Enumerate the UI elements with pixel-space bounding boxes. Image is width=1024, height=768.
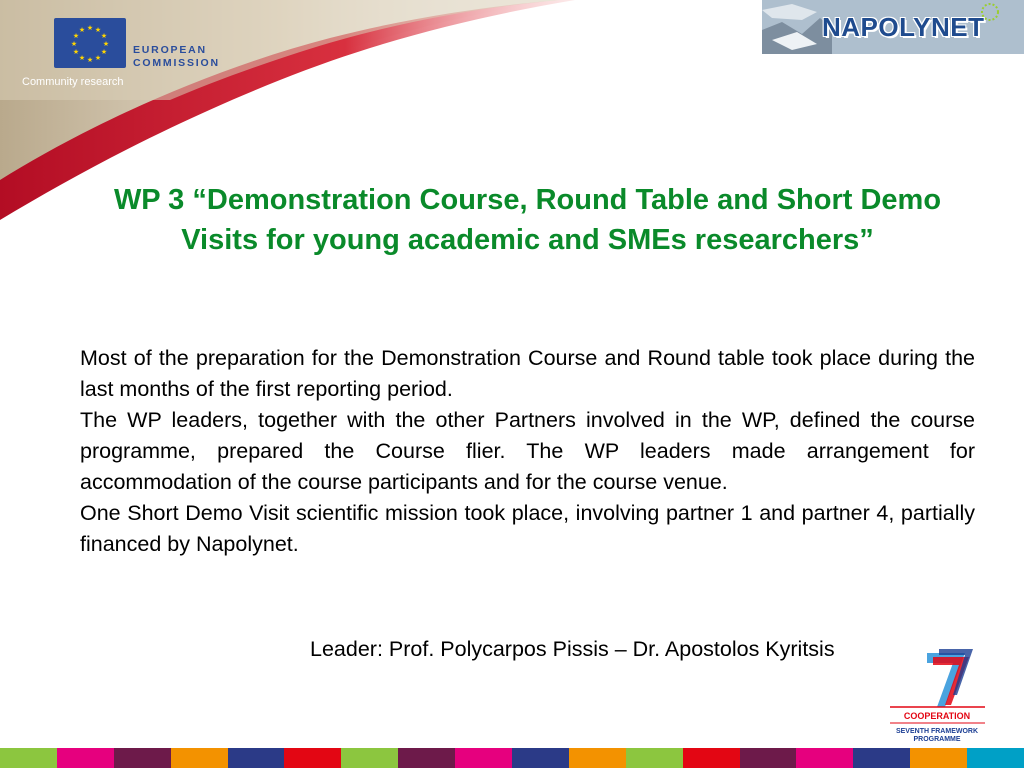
svg-text:★: ★ xyxy=(94,54,102,62)
fp7-framework-line1: SEVENTH FRAMEWORK xyxy=(895,728,979,735)
color-strip-segment xyxy=(967,748,1024,768)
svg-text:★: ★ xyxy=(72,48,80,56)
color-strip-segment xyxy=(0,748,57,768)
svg-text:★: ★ xyxy=(94,26,102,34)
svg-text:★: ★ xyxy=(86,56,94,64)
svg-text:★: ★ xyxy=(102,40,110,48)
fp7-seven-icon xyxy=(927,649,973,707)
color-strip-segment xyxy=(341,748,398,768)
svg-text:★: ★ xyxy=(100,32,108,40)
leader-line: Leader: Prof. Polycarpos Pissis – Dr. Apostolos Kyritsis xyxy=(310,637,835,661)
napolynet-logo-text: NAPOLYNET xyxy=(822,12,985,42)
body-paragraph: One Short Demo Visit scientific mission took place, involving partner 1 and partner 4, partially financed by Napolynet. xyxy=(80,501,975,556)
european-commission-logo xyxy=(0,0,240,95)
community-research-label: Community research xyxy=(22,76,124,88)
color-strip-segment xyxy=(284,748,341,768)
color-strip-segment xyxy=(228,748,285,768)
fp7-cooperation-logo xyxy=(885,645,990,745)
napolynet-logo xyxy=(762,0,1024,54)
ec-label-line2: COMMISSION xyxy=(133,57,220,69)
svg-text:★: ★ xyxy=(72,32,80,40)
fp7-framework-line2: PROGRAMME xyxy=(913,736,961,743)
svg-text:★: ★ xyxy=(78,54,86,62)
color-strip-segment xyxy=(626,748,683,768)
color-strip-segment xyxy=(853,748,910,768)
eu-flag-icon xyxy=(54,18,126,68)
body-paragraph: The WP leaders, together with the other Partners involved in the WP, defined the course programme, prepared the Course flier. The WP leaders made arrangement for accommodation of the course participants and for the course venue. xyxy=(80,408,975,494)
color-strip-segment xyxy=(910,748,967,768)
ec-label-line1: EUROPEAN xyxy=(133,44,207,56)
color-strip-segment xyxy=(57,748,114,768)
color-strip-segment xyxy=(114,748,171,768)
body-paragraph: Most of the preparation for the Demonstration Course and Round table took place during the last months of the first reporting period. xyxy=(80,346,975,401)
color-strip-segment xyxy=(171,748,228,768)
color-strip-segment xyxy=(569,748,626,768)
fp7-cooperation-label: COOPERATION xyxy=(903,711,971,721)
svg-text:★: ★ xyxy=(86,24,94,32)
color-strip-segment xyxy=(512,748,569,768)
svg-text:★: ★ xyxy=(100,48,108,56)
color-strip-segment xyxy=(683,748,740,768)
svg-text:★: ★ xyxy=(70,40,78,48)
footer-color-strip xyxy=(0,748,1024,768)
svg-text:★: ★ xyxy=(78,26,86,34)
color-strip-segment xyxy=(740,748,797,768)
color-strip-segment xyxy=(455,748,512,768)
color-strip-segment xyxy=(796,748,853,768)
slide-body xyxy=(80,343,975,560)
slide-title: WP 3 “Demonstration Course, Round Table and Short Demo Visits for young academic and SMEs researchers” xyxy=(113,184,942,256)
color-strip-segment xyxy=(398,748,455,768)
